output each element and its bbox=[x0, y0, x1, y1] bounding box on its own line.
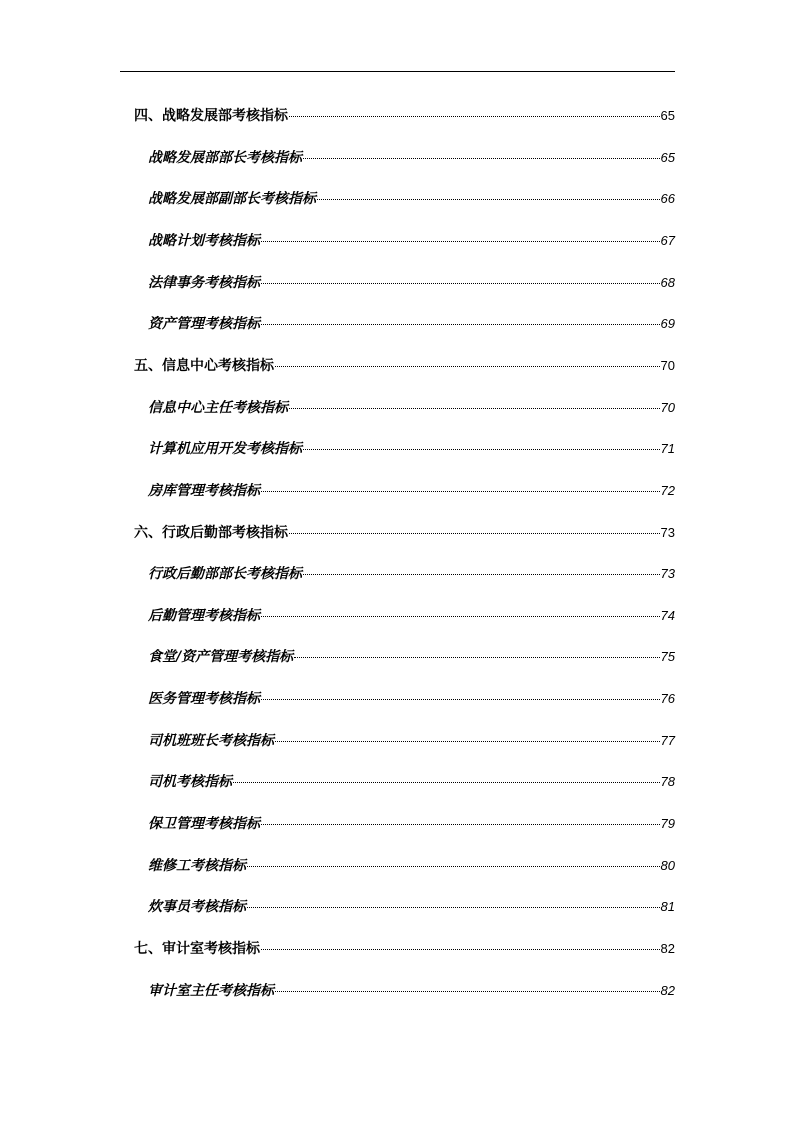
toc-subentry[interactable] bbox=[148, 773, 675, 791]
toc-page-number: 72 bbox=[660, 482, 675, 498]
toc-entry-title: 战略发展部副部长考核指标 bbox=[148, 191, 316, 208]
toc-page-number: 73 bbox=[660, 566, 675, 582]
toc-dot-leader bbox=[261, 699, 660, 700]
toc-dot-leader bbox=[289, 533, 660, 534]
header-rule bbox=[120, 71, 675, 72]
toc-subentry[interactable] bbox=[148, 648, 675, 666]
toc-page-number: 80 bbox=[660, 857, 675, 873]
toc-section-entry[interactable] bbox=[134, 940, 675, 958]
toc-entry-title: 司机考核指标 bbox=[148, 774, 232, 791]
toc-page-number: 69 bbox=[660, 316, 675, 332]
toc-dot-leader bbox=[289, 408, 660, 409]
toc-dot-leader bbox=[275, 991, 660, 992]
toc-entry-title: 维修工考核指标 bbox=[148, 857, 246, 874]
toc-section-entry[interactable] bbox=[134, 357, 675, 375]
toc-page-number: 78 bbox=[660, 774, 675, 790]
toc-subentry[interactable] bbox=[148, 607, 675, 625]
toc-dot-leader bbox=[303, 449, 660, 450]
toc-entry-title: 信息中心主任考核指标 bbox=[148, 399, 288, 416]
toc-dot-leader bbox=[247, 866, 660, 867]
toc-page-number: 65 bbox=[660, 108, 675, 123]
toc-page-number: 65 bbox=[660, 149, 675, 165]
toc-dot-leader bbox=[261, 949, 660, 950]
toc-subentry[interactable] bbox=[148, 440, 675, 458]
toc-entry-title: 四、战略发展部考核指标 bbox=[134, 108, 288, 124]
toc-dot-leader bbox=[261, 491, 660, 492]
toc-dot-leader bbox=[303, 158, 660, 159]
toc-entry-title: 食堂/资产管理考核指标 bbox=[148, 649, 294, 666]
toc-subentry[interactable] bbox=[148, 898, 675, 916]
toc-dot-leader bbox=[261, 824, 660, 825]
toc-entry-title: 后勤管理考核指标 bbox=[148, 607, 260, 624]
toc-section-entry[interactable] bbox=[134, 524, 675, 542]
toc-entry-title: 保卫管理考核指标 bbox=[148, 816, 260, 833]
toc-page-number: 68 bbox=[660, 274, 675, 290]
toc-page-number: 75 bbox=[660, 649, 675, 665]
toc-dot-leader bbox=[303, 574, 660, 575]
toc-entry-title: 房库管理考核指标 bbox=[148, 482, 260, 499]
toc-entry-title: 战略计划考核指标 bbox=[148, 232, 260, 249]
toc-entry-title: 审计室主任考核指标 bbox=[148, 982, 274, 999]
toc-dot-leader bbox=[317, 199, 660, 200]
toc-subentry[interactable] bbox=[148, 565, 675, 583]
toc-subentry[interactable] bbox=[148, 315, 675, 333]
toc-dot-leader bbox=[275, 741, 660, 742]
toc-dot-leader bbox=[247, 907, 660, 908]
toc-dot-leader bbox=[294, 657, 659, 658]
toc-subentry[interactable] bbox=[148, 815, 675, 833]
toc-dot-leader bbox=[233, 782, 660, 783]
toc-dot-leader bbox=[261, 616, 660, 617]
toc-page-number: 81 bbox=[660, 899, 675, 915]
toc-subentry[interactable] bbox=[148, 190, 675, 208]
toc-subentry[interactable] bbox=[148, 482, 675, 500]
toc-page-number: 66 bbox=[660, 191, 675, 207]
toc-entry-title: 法律事务考核指标 bbox=[148, 274, 260, 291]
toc-page-number: 67 bbox=[660, 232, 675, 248]
toc-page-number: 71 bbox=[660, 441, 675, 457]
toc-dot-leader bbox=[275, 366, 660, 367]
toc-subentry[interactable] bbox=[148, 274, 675, 292]
toc-page-number: 77 bbox=[660, 732, 675, 748]
toc-dot-leader bbox=[261, 324, 660, 325]
toc-entry-title: 行政后勤部部长考核指标 bbox=[148, 566, 302, 583]
toc-page-number: 70 bbox=[660, 399, 675, 415]
toc-page-number: 76 bbox=[660, 691, 675, 707]
toc-subentry[interactable] bbox=[148, 232, 675, 250]
toc-page-number: 82 bbox=[660, 941, 675, 956]
toc-entry-title: 战略发展部部长考核指标 bbox=[148, 149, 302, 166]
toc-entry-title: 医务管理考核指标 bbox=[148, 691, 260, 708]
toc-page-number: 74 bbox=[660, 607, 675, 623]
toc-subentry[interactable] bbox=[148, 690, 675, 708]
toc-dot-leader bbox=[261, 241, 660, 242]
toc-subentry[interactable] bbox=[148, 399, 675, 417]
toc-page-number: 79 bbox=[660, 816, 675, 832]
toc-entry-title: 资产管理考核指标 bbox=[148, 316, 260, 333]
toc-section-entry[interactable] bbox=[134, 107, 675, 125]
toc-entry-title: 七、审计室考核指标 bbox=[134, 941, 260, 957]
toc-page-number: 73 bbox=[660, 524, 675, 540]
toc-page-number: 82 bbox=[660, 982, 675, 998]
toc-subentry[interactable] bbox=[148, 982, 675, 1000]
toc-entry-title: 五、信息中心考核指标 bbox=[134, 357, 274, 374]
toc-dot-leader bbox=[261, 283, 660, 284]
toc-subentry[interactable] bbox=[148, 857, 675, 875]
toc-subentry[interactable] bbox=[148, 732, 675, 750]
toc-entry-title: 六、行政后勤部考核指标 bbox=[134, 524, 288, 541]
toc-dot-leader bbox=[289, 116, 660, 117]
toc-entry-title: 计算机应用开发考核指标 bbox=[148, 441, 302, 458]
toc-entry-title: 司机班班长考核指标 bbox=[148, 732, 274, 749]
toc-page-number: 70 bbox=[660, 357, 675, 373]
toc-subentry[interactable] bbox=[148, 149, 675, 167]
toc-entry-title: 炊事员考核指标 bbox=[148, 899, 246, 916]
